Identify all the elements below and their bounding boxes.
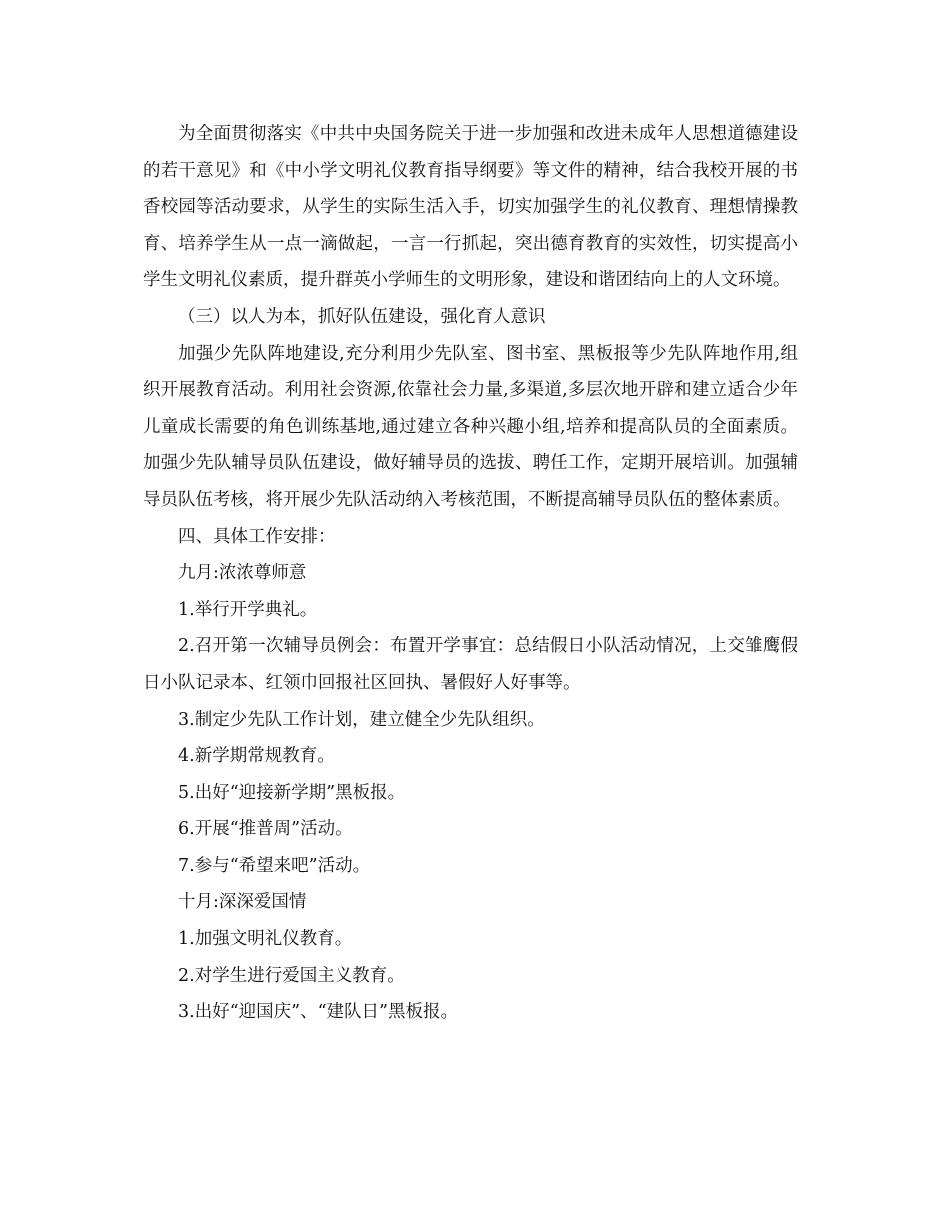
list-item: 2.召开第一次辅导员例会：布置开学事宜：总结假日小队活动情况，上交雏鹰假日小队记录本、红领巾回报社区回执、暑假好人好事等。 [143,636,798,693]
list-item: 6.开展“推普周”活动。 [178,819,353,840]
paragraph-team-building: 加强少先队阵地建设,充分利用少先队室、图书室、黑板报等少先队阵地作用,组织开展教育活动。利用社会资源,依靠社会力量,多渠道,多层次地开辟和建立适合少年儿童成长需要的角色训练基地,通过建立各种兴趣小组,培养和提高队员的全面素质。加强少先队辅导员队伍建设，做好辅导员的选拔、聘任工作，定期开展培训。加强辅导员队伍考核，将开展少先队活动纳入考核范围，不断提高辅导员队伍的整体素质。 [143,343,798,510]
month-heading-october: 十月:深深爱国情 [178,892,307,913]
section-heading-4: 四、具体工作安排： [178,526,336,547]
document-body [143,116,798,1031]
list-item: 5.出好“迎接新学期”黑板报。 [178,782,406,803]
list-item: 3.出好“迎国庆”、“建队日”黑板报。 [178,1002,458,1023]
list-item: 4.新学期常规教育。 [178,746,335,767]
list-item: 3.制定少先队工作计划，建立健全少先队组织。 [178,709,545,730]
section-heading-3: （三）以人为本，抓好队伍建设，强化育人意识 [178,306,546,327]
list-item: 7.参与“希望来吧”活动。 [178,855,371,876]
month-heading-september: 九月:浓浓尊师意 [178,563,307,584]
paragraph-intro: 为全面贯彻落实《中共中央国务院关于进一步加强和改进未成年人思想道德建设的若干意见》和《中小学文明礼仪教育指导纲要》等文件的精神，结合我校开展的书香校园等活动要求，从学生的实际生活入手，切实加强学生的礼仪教育、理想情操教育、培养学生从一点一滴做起，一言一行抓起，突出德育教育的实效性，切实提高小学生文明礼仪素质，提升群英小学师生的文明形象，建设和谐团结向上的人文环境。 [143,124,798,291]
list-item: 2.对学生进行爱国主义教育。 [178,965,405,986]
list-item: 1.加强文明礼仪教育。 [178,929,353,950]
list-item: 1.举行开学典礼。 [178,599,318,620]
